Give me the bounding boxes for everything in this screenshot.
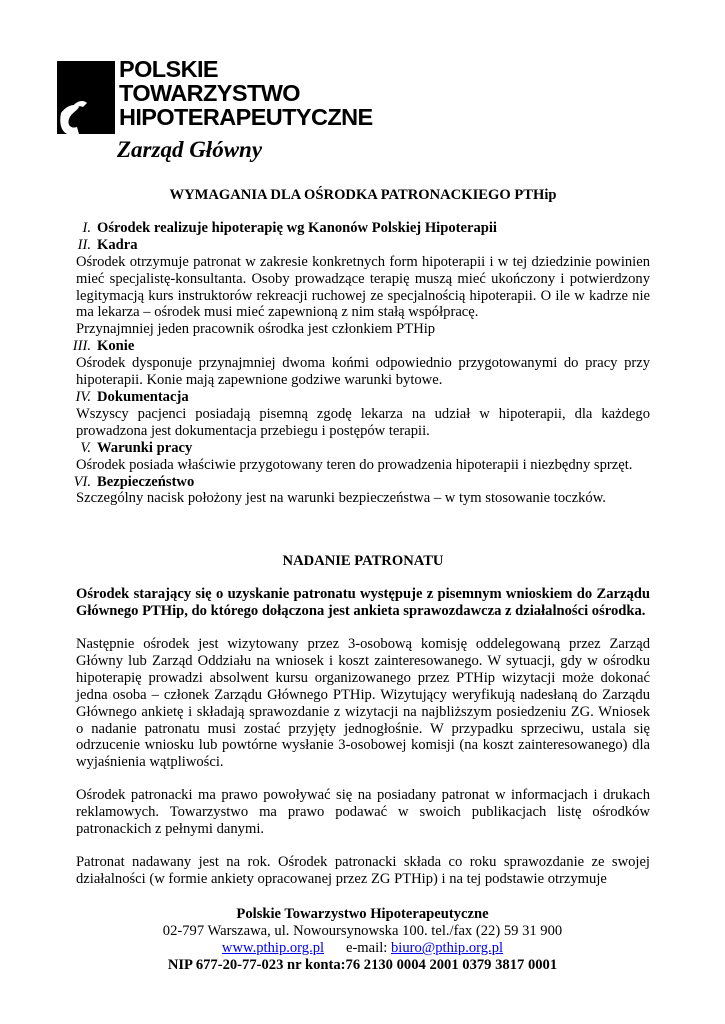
logo-line-1: POLSKIE — [119, 56, 218, 82]
patronage-paragraph: Patronat nadawany jest na rok. Ośrodek patronacki składa co roku sprawozdanie ze swojej działalności (w formie ankiety opracowanej przez ZG PTHip) i na tej podstawie otrzymuje — [76, 854, 650, 887]
section-number: I. — [82, 219, 91, 236]
section-text: Ośrodek posiada właściwie przygotowany teren do prowadzenia hipoterapii i niezbędny sprzęt. — [76, 456, 633, 473]
section-number: II. — [77, 236, 91, 253]
section-text: Przynajmniej jeden pracownik ośrodka jest członkiem PTHip — [76, 321, 436, 338]
section-heading: Konie — [97, 338, 135, 355]
logo-subtitle: Zarząd Główny — [117, 137, 263, 162]
footer-contact — [0, 940, 725, 957]
logo-line-3: HIPOTERAPEUTYCZNE — [119, 104, 373, 130]
email-label: e-mail: — [345, 940, 388, 956]
section-4 — [76, 389, 650, 440]
section-heading: Ośrodek realizuje hipoterapię wg Kanonów Polskiej Hipoterapii — [97, 219, 497, 236]
section-number: III. — [72, 338, 91, 355]
section-5 — [76, 440, 650, 474]
website-link[interactable]: www.pthip.org.pl — [221, 940, 325, 956]
section-number: IV. — [75, 388, 91, 405]
section-2 — [76, 237, 650, 338]
section-text: Ośrodek dysponuje przynajmniej dwoma końmi odpowiednio przygotowanymi do pracy przy hipoterapii. Konie mają zapewnione godziwe warunki bytowe. — [76, 355, 650, 389]
section-1 — [76, 220, 650, 237]
section-text: Wszyscy pacjenci posiadają pisemną zgodę lekarza na udział w hipoterapii, dla każdego prowadzona jest dokumentacja przebiegu i postępów terapii. — [76, 405, 650, 439]
patronage-title: NADANIE PATRONATU — [282, 553, 444, 570]
section-heading: Dokumentacja — [97, 388, 189, 405]
patronage-paragraph: Następnie ośrodek jest wizytowany przez 3-osobową komisję oddelegowaną przez Zarząd Główny lub Zarząd Oddziału na wniosek i koszt zainteresowanego. W sytuacji, gdy w ośrodku hipoterapię prowadzi absolwent kursu organizowanego przez PTHip wizytacji może dokonać jedna osoba – członek Zarządu Głównego PTHip. Wizytujący weryfikują nadesłaną do Zarządu Głównego ankietę i składają sprawozdanie z wizytacji na najbliższym posiedzeniu ZG. Wniosek o nadanie patronatu musi zostać przyjęty jednogłośnie. W przypadku sprzeciwu, ustala się odrzucenie wniosku lub powtórne wysłanie 3-osobowej komisji (na koszt zainteresowanego) dla wyjaśnienia wątpliwości. — [76, 636, 650, 771]
footer-address: 02-797 Warszawa, ul. Nowoursynowska 100. tel./fax (22) 59 31 900 — [162, 923, 563, 939]
section-6 — [73, 473, 650, 508]
document-body — [72, 187, 650, 904]
horse-hand-logo-icon — [57, 61, 115, 134]
section-number: V. — [80, 439, 91, 456]
footer-org: Polskie Towarzystwo Hipoterapeutyczne — [236, 906, 489, 922]
patronage-paragraph: Ośrodek patronacki ma prawo powoływać się na posiadany patronat w informacjach i drukach reklamowych. Towarzystwo ma prawo podawać w swoich publikacjach listę ośrodków patronackich z pełnymi danymi. — [76, 787, 650, 838]
footer-nip: NIP 677-20-77-023 nr konta:76 2130 0004 2001 0379 3817 0001 — [167, 957, 558, 973]
section-number: VI. — [73, 473, 91, 490]
section-text: Szczególny nacisk położony jest na warunki bezpieczeństwa – w tym stosowanie toczków. — [76, 490, 606, 507]
logo — [57, 57, 397, 167]
document-title: WYMAGANIA DLA OŚRODKA PATRONACKIEGO PTHip — [169, 187, 557, 203]
footer — [0, 906, 725, 974]
section-3 — [72, 338, 650, 389]
logo-line-2: TOWARZYSTWO — [119, 80, 300, 106]
patronage-lead: Ośrodek starający się o uzyskanie patronatu występuje z pisemnym wnioskiem do Zarządu Głównego PTHip, do którego dołączona jest ankieta sprawozdawcza z działalności ośrodka. — [76, 586, 650, 620]
section-heading: Warunki pracy — [97, 439, 193, 456]
section-heading: Bezpieczeństwo — [97, 473, 195, 490]
section-heading: Kadra — [97, 236, 138, 253]
email-link[interactable]: biuro@pthip.org.pl — [390, 940, 504, 956]
section-text: Ośrodek otrzymuje patronat w zakresie konkretnych form hipoterapii i w tej dziedzinie powinien mieć specjalistę-konsultanta. Osoby prowadzące terapię muszą mieć ukończony i potwierdzony legitymacją kurs instruktorów rekreacji ruchowej ze specjalnością hipoterapii. O ile w kadrze nie ma lekarza – ośrodek musi mieć zapewnioną z nim stałą współpracę. — [76, 253, 650, 321]
